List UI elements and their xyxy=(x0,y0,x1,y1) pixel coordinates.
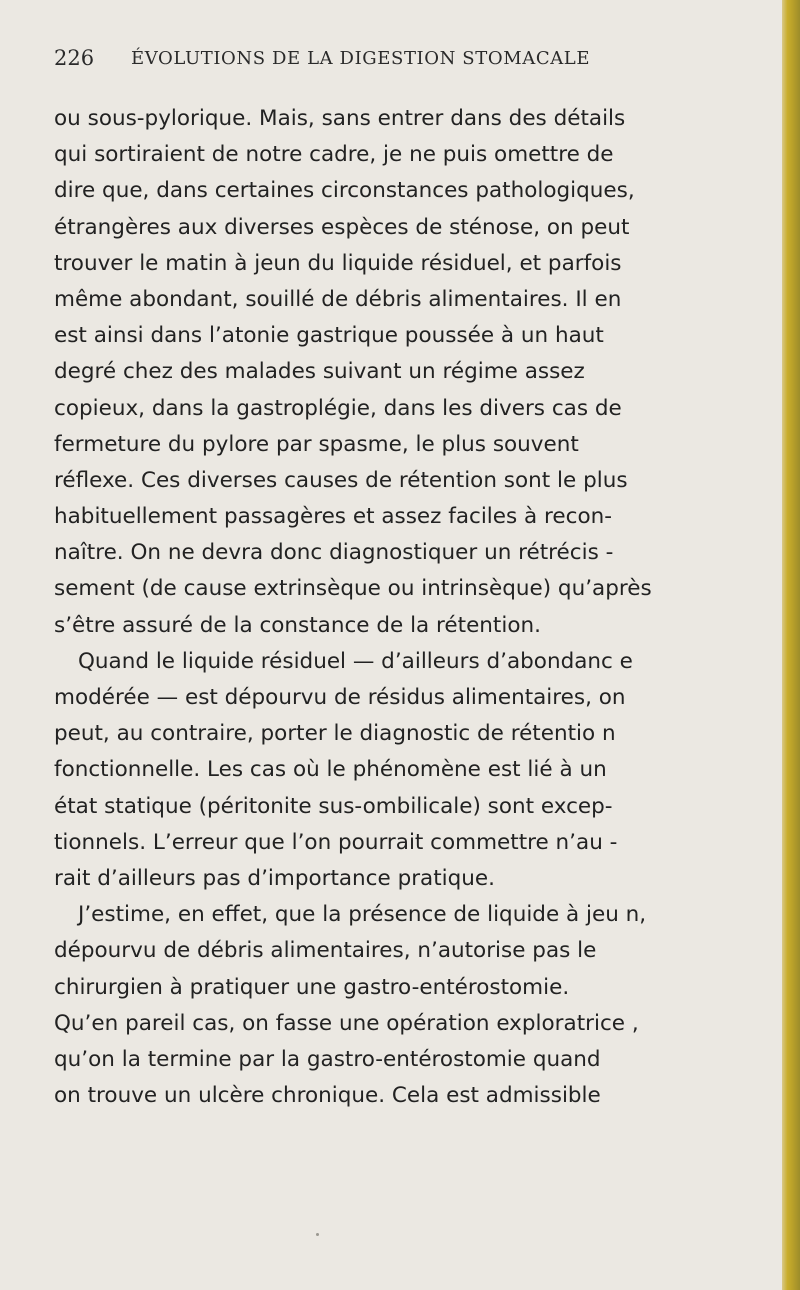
text-line: Qu’en pareil cas, on fasse une opération exploratrice , xyxy=(54,1010,639,1036)
text-line: état statique (péritonite sus-ombilicale) sont excep- xyxy=(54,793,613,819)
text-line: sement (de cause extrinsèque ou intrinsèque) qu’après xyxy=(54,576,652,602)
text-line: on trouve un ulcère chronique. Cela est admissible xyxy=(54,1083,601,1109)
text-line: étrangères aux diverses espèces de sténose, on peut xyxy=(54,214,630,240)
text-line: tionnels. L’erreur que l’on pourrait commettre n’au - xyxy=(54,829,618,855)
paragraph-start-line: J’estime, en effet, que la présence de liquide à jeu n, xyxy=(78,902,647,928)
text-line: trouver le matin à jeun du liquide résiduel, et parfois xyxy=(54,250,622,276)
text-line: est ainsi dans l’atonie gastrique poussée à un haut xyxy=(54,323,604,349)
text-line: copieux, dans la gastroplégie, dans les divers cas de xyxy=(54,395,622,421)
text-line: modérée — est dépourvu de résidus alimentaires, on xyxy=(54,685,626,710)
text-line: rait d’ailleurs pas d’importance pratique. xyxy=(54,865,495,891)
text-line: qu’on la termine par la gastro-entérostomie quand xyxy=(54,1046,601,1072)
text-line: ou sous-pylorique. Mais, sans entrer dans des détails xyxy=(54,106,626,131)
text-line: degré chez des malades suivant un régime assez xyxy=(54,359,585,385)
text-line: dire que, dans certaines circonstances pathologiques, xyxy=(54,178,635,204)
page-header xyxy=(0,46,800,74)
text-line: chirurgien à pratiquer une gastro-entérostomie. xyxy=(54,974,570,1000)
text-line: peut, au contraire, porter le diagnostic de rétentio n xyxy=(54,721,616,747)
body-text xyxy=(54,101,724,1114)
text-line: s’être assuré de la constance de la rétention. xyxy=(54,612,541,638)
page-number: 226 xyxy=(54,46,95,70)
text-line: naître. On ne devra donc diagnostiquer un rétrécis - xyxy=(54,540,614,566)
text-line: même abondant, souillé de débris alimentaires. Il en xyxy=(54,286,622,312)
text-line: dépourvu de débris alimentaires, n’autorise pas le xyxy=(54,938,597,964)
text-line: réflexe. Ces diverses causes de rétention sont le plus xyxy=(54,467,628,493)
paragraph-start-line: Quand le liquide résiduel — d’ailleurs d’abondanc e xyxy=(78,648,633,674)
text-line: qui sortiraient de notre cadre, je ne puis omettre de xyxy=(54,142,614,168)
text-line: fonctionnelle. Les cas où le phénomène est lié à un xyxy=(54,757,607,783)
print-speck xyxy=(316,1233,319,1236)
text-line: habituellement passagères et assez faciles à recon- xyxy=(54,504,613,530)
text-line: fermeture du pylore par spasme, le plus souvent xyxy=(54,431,579,457)
page-edge-gutter xyxy=(782,0,800,1290)
running-head: ÉVOLUTIONS DE LA DIGESTION STOMACALE xyxy=(131,48,591,69)
